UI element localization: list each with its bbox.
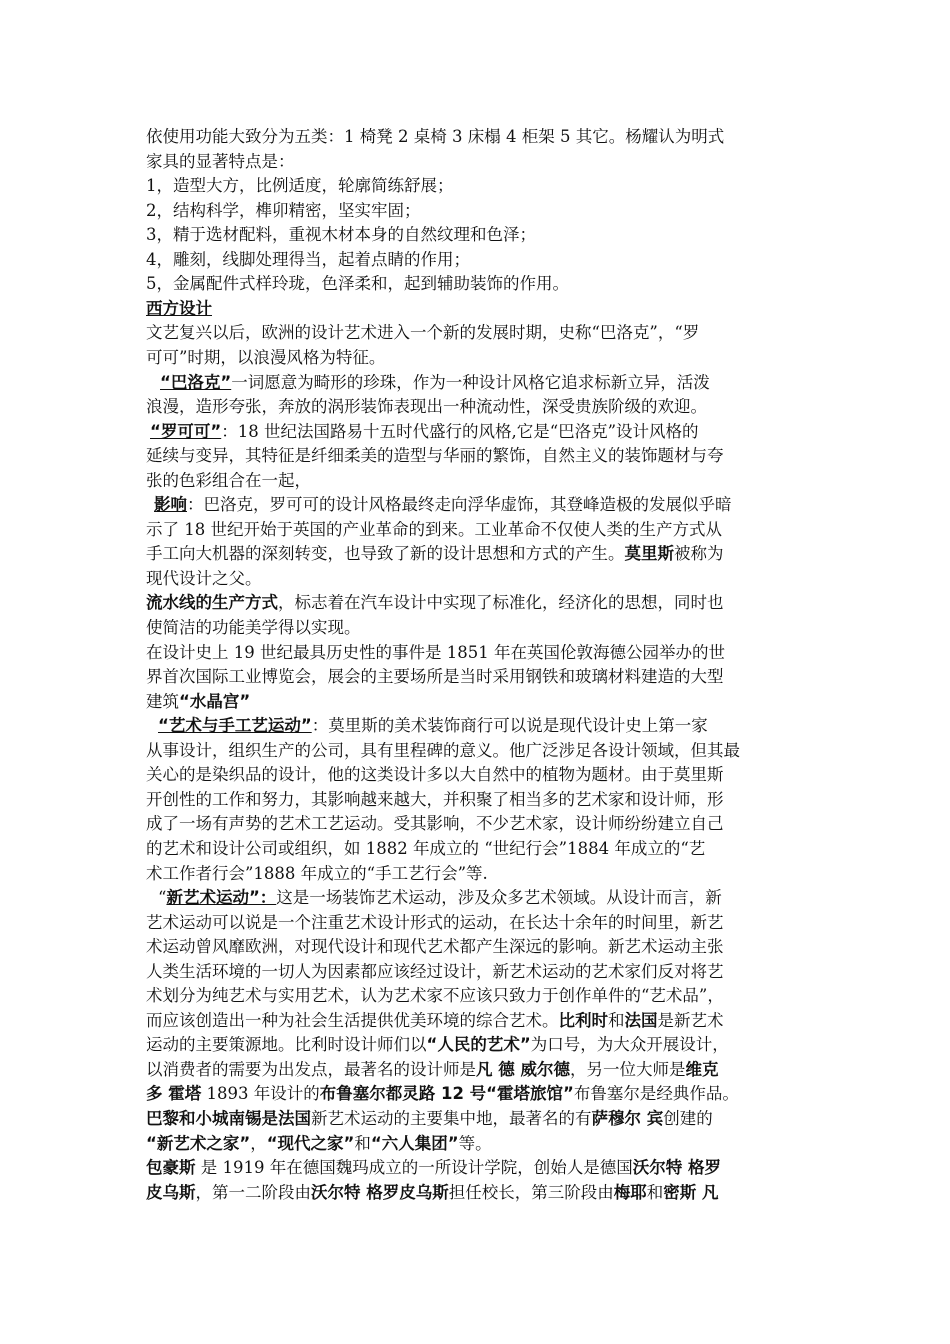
text-run: 开创性的工作和努力，其影响越来越大，并积聚了相当多的艺术家和设计师，形	[146, 789, 724, 809]
text-line	[146, 420, 814, 444]
text-run: 使简洁的功能美学得以实现。	[146, 618, 361, 637]
text-line	[146, 1033, 810, 1057]
text-line	[146, 1132, 810, 1156]
text-run: 这是一场装饰艺术运动，涉及众多艺术领域。从设计而言，新	[276, 888, 722, 908]
text-run: 建筑	[146, 691, 179, 711]
text-run: 示了 18 世纪开始于英国的产业革命的到来。工业革命不仅使人类的生产方式从	[146, 519, 722, 539]
text-line	[146, 518, 810, 542]
text-run: 5，金属配件式样玲珑，色泽柔和，起到辅助装饰的作用。	[146, 274, 569, 294]
text-run: ，标志着在汽车设计中实现了标准化，经济化的思想，同时也	[278, 593, 724, 613]
text-run: 关心的是染织品的设计，他的这类设计多以大自然中的植物为题材。由于莫里斯	[146, 765, 724, 785]
text-line	[146, 935, 810, 959]
text-line	[146, 493, 818, 517]
bold-term: “新艺术之家”	[146, 1133, 251, 1153]
text-run: 1，造型大方，比例适度，轮廓简练舒展；	[146, 176, 454, 196]
bold-term: 萨穆尔 宾	[591, 1109, 664, 1128]
text-line	[146, 591, 810, 615]
text-line	[146, 1181, 810, 1205]
text-run: 是 1919 年在德国魏玛成立的一所设计学院，创始人是德国	[195, 1158, 633, 1178]
text-run: 界首次国际工业博览会，展会的主要场所是当时采用钢铁和玻璃材料建造的大型	[146, 667, 724, 687]
text-line	[146, 1082, 810, 1106]
text-run: 术运动曾风靡欧洲，对现代设计和现代艺术都产生深远的影响。新艺术运动主张	[146, 937, 724, 957]
bold-term: “罗可可”	[150, 421, 222, 441]
text-line	[146, 150, 810, 174]
text-run: 布鲁塞尔是经典作品。	[573, 1084, 739, 1104]
bold-term: 法国	[624, 1010, 658, 1030]
text-run: 手工向大机器的深刻转变，也导致了新的设计思想和方式的产生。	[146, 544, 625, 564]
text-run: 和	[646, 1182, 664, 1202]
text-line	[146, 469, 810, 493]
bold-term: 皮乌斯	[146, 1182, 196, 1202]
text-run: 术工作者行会”1888 年成立的“手工艺行会”等.	[146, 863, 488, 883]
bold-term: ”：	[248, 888, 277, 908]
text-run: 创建的	[663, 1109, 713, 1128]
text-run: 在设计史上 19 世纪最具历史性的事件是 1851 年在英国伦敦海德公园举办的世	[146, 642, 725, 662]
text-run: 延续与变异，其特征是纤细柔美的造型与华丽的繁饰，自然主义的装饰题材与夸	[146, 446, 724, 466]
text-run: 从事设计，组织生产的公司，具有里程碑的意义。他广泛涉足各设计领域，但其最	[146, 740, 740, 760]
bold-term: “六人集团”	[370, 1133, 459, 1153]
bold-term: 西方设计	[146, 298, 212, 318]
bold-term: 布鲁塞尔都灵路 12 号“霍塔旅馆”	[319, 1084, 574, 1104]
text-run: 2，结构科学，榫卯精密，坚实牢固；	[146, 200, 421, 220]
bold-term: 巴黎和小城南锡是法国	[146, 1109, 311, 1128]
text-line	[146, 812, 810, 836]
text-line	[146, 321, 810, 345]
bold-term: “艺术与手工艺运动”	[158, 716, 312, 736]
text-run: 3，精于选材配料，重视木材本身的自然纹理和色泽；	[146, 225, 536, 245]
text-line	[146, 223, 810, 247]
text-run: ：莫里斯的美术装饰商行可以说是现代设计史上第一家	[311, 716, 708, 736]
text-line	[146, 837, 810, 861]
text-line	[146, 616, 810, 640]
bold-term: “巴洛克”	[160, 372, 232, 392]
text-line	[146, 665, 810, 689]
text-run: 文艺复兴以后，欧洲的设计艺术进入一个新的发展时期，史称“巴洛克”，“罗	[146, 323, 700, 343]
text-run: 成了一场有声势的艺术工艺运动。受其影响，不少艺术家，设计师纷纷建立自己	[146, 814, 724, 834]
text-run: 人类生活环境的一切人为因素都应该经过设计，新艺术运动的艺术家们反对将艺	[146, 961, 724, 981]
text-line	[146, 1156, 810, 1180]
text-line	[146, 960, 810, 984]
text-line	[146, 886, 822, 910]
bold-term: 莫里斯	[624, 544, 674, 564]
text-line	[146, 248, 810, 272]
bold-term: 流水线的生产方式	[146, 593, 278, 613]
text-run: 1893 年设计的	[201, 1084, 320, 1104]
text-line	[146, 174, 810, 198]
text-run: 浪漫，造形夸张，奔放的涡形装饰表现出一种流动性，深受贵族阶级的欢迎。	[146, 397, 707, 417]
text-run: 可可”时期，以浪漫风格为特征。	[146, 347, 386, 367]
text-line	[146, 567, 810, 591]
text-run: ，另一位大师是	[570, 1059, 686, 1079]
text-run: ：18 世纪法国路易十五时代盛行的风格,它是“巴洛克”设计风格的	[221, 421, 699, 441]
text-line	[146, 862, 810, 886]
text-run: 现代设计之父。	[146, 568, 262, 588]
text-run: 等。	[458, 1133, 492, 1153]
bold-term: 凡 德 威尔德	[476, 1059, 570, 1079]
text-run: ，	[250, 1133, 267, 1153]
bold-term: 影响	[154, 495, 187, 515]
text-run: 依使用功能大致分为五类：1 椅凳 2 桌椅 3 床榻 4 柜架 5 其它。杨耀认为明式	[146, 127, 725, 146]
text-line	[146, 542, 810, 566]
text-line	[146, 911, 810, 935]
text-run: 术划分为纯艺术与实用艺术，认为艺术家不应该只致力于创作单件的“艺术品”，	[146, 986, 724, 1006]
bold-term: 维克	[685, 1059, 719, 1079]
text-run: 而应该创造出一种为社会生活提供优美环境的综合艺术。	[146, 1010, 559, 1030]
text-run: ：巴洛克，罗可可的设计风格最终走向浮华虚饰，其登峰造极的发展似乎暗	[187, 495, 732, 515]
text-line	[146, 763, 810, 787]
text-line	[146, 1058, 810, 1082]
text-run: 张的色彩组合在一起，	[146, 470, 311, 490]
text-run: “	[158, 888, 167, 908]
bold-term: 新艺术运动	[166, 888, 249, 908]
text-run: 被称为	[674, 544, 724, 564]
text-line	[146, 371, 824, 395]
text-line	[146, 297, 810, 321]
text-run: 运动的主要策源地。比利时设计师们以	[146, 1035, 427, 1055]
text-run: ，第一二阶段由	[195, 1182, 311, 1202]
text-line	[146, 690, 810, 714]
text-line	[146, 739, 810, 763]
text-run: 和	[608, 1010, 625, 1030]
bold-term: “现代之家”	[266, 1133, 355, 1153]
text-line	[146, 444, 810, 468]
text-line	[146, 125, 810, 149]
text-run: 家具的显著特点是：	[146, 151, 295, 171]
text-run: 是新艺术	[657, 1010, 724, 1030]
text-run: 新艺术运动的主要集中地，最著名的有	[311, 1109, 592, 1128]
text-line	[146, 788, 810, 812]
text-run: 一词愿意为畸形的珍珠，作为一种设计风格它追求标新立异，活泼	[231, 372, 710, 392]
text-line	[146, 641, 810, 665]
bold-term: 密斯 凡	[663, 1182, 719, 1202]
text-run: 的艺术和设计公司或组织，如 1882 年成立的 “世纪行会”1884 年成立的“艺	[146, 838, 706, 858]
bold-term: 包豪斯	[146, 1158, 196, 1178]
bold-term: 沃尔特 格罗皮乌斯	[311, 1182, 449, 1202]
text-line	[146, 1009, 810, 1033]
bold-term: 沃尔特 格罗	[632, 1158, 721, 1178]
text-run: 艺术运动可以说是一个注重艺术设计形式的运动，在长达十余年的时间里，新艺	[146, 912, 724, 932]
text-line	[146, 1107, 810, 1131]
text-line	[146, 346, 810, 370]
bold-term: “水晶宫”	[179, 691, 251, 711]
text-run: 和	[354, 1133, 371, 1153]
text-run: 4，雕刻，线脚处理得当，起着点睛的作用；	[146, 249, 470, 269]
text-line	[146, 395, 810, 419]
bold-term: 比利时	[558, 1010, 608, 1030]
text-line	[146, 199, 810, 223]
text-run: 担任校长，第三阶段由	[448, 1182, 614, 1202]
text-line	[146, 984, 810, 1008]
bold-term: 梅耶	[613, 1182, 647, 1202]
text-line	[146, 272, 810, 296]
text-line	[146, 714, 822, 738]
bold-term: 多 霍塔	[146, 1084, 202, 1104]
bold-term: “人民的艺术”	[426, 1035, 531, 1055]
text-run: 以消费者的需要为出发点，最著名的设计师是	[146, 1059, 476, 1079]
text-run: 为口号，为大众开展设计，	[530, 1035, 729, 1055]
